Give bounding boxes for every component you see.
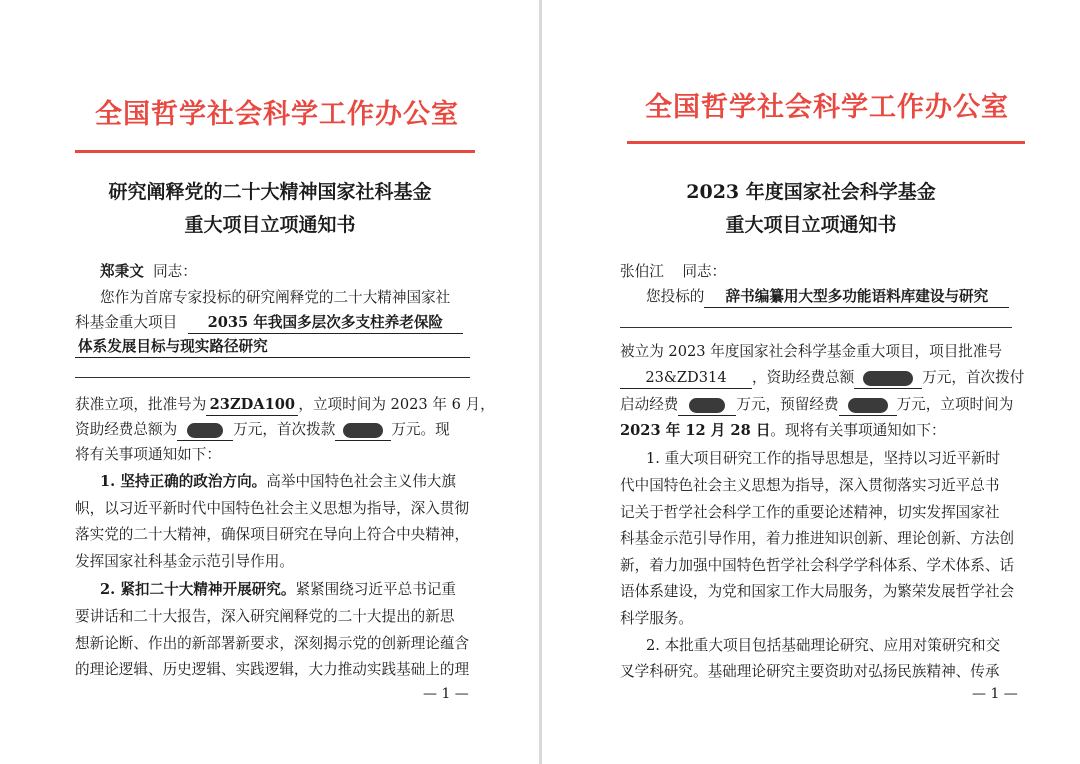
approval-number: 23ZDA100 xyxy=(206,395,298,416)
funding-total-suffix: 万元，首次拨付 xyxy=(922,369,1025,386)
intro-prefix: 您投标的 xyxy=(646,288,705,305)
date-suffix: 。现将有关事项通知如下： xyxy=(770,422,946,439)
item1-line1: 1. 重大项目研究工作的指导思想是，坚持以习近平新时 xyxy=(646,450,1001,467)
intro-prefix: 科基金重大项目 xyxy=(75,314,178,331)
notice-title-line2: 重大项目立项通知书 xyxy=(184,214,356,236)
item1-line6: 语体系建设，为党和国家工作大局服务，为繁荣发展哲学社会 xyxy=(620,583,1015,600)
item2-line2: 要讲话和二十大报告，深入研究阐释党的二十大提出的新思 xyxy=(75,608,455,625)
red-rule xyxy=(75,150,475,153)
intro-line-1: 您作为首席专家投标的研究阐释党的二十大精神国家社 xyxy=(100,289,451,306)
item1-line3: 记关于哲学社会科学工作的重要论述精神，切实发挥国家社 xyxy=(620,504,1000,521)
item1-line4: 科基金示范引导作用，着力推进知识创新、理论创新、方法创 xyxy=(620,530,1015,547)
project-title-part1: 2035 年我国多层次多支柱养老保险 xyxy=(188,313,463,334)
recipient-line xyxy=(100,262,197,282)
recipient-line xyxy=(620,262,726,282)
notice-page-right xyxy=(542,0,1080,764)
funding-suffix: 万元。现 xyxy=(391,421,450,438)
redacted-startup-funding xyxy=(689,398,725,413)
redacted-total-funding xyxy=(863,371,913,386)
item1-line5: 新，着力加强中国特色哲学社会科学学科体系、学术体系、话 xyxy=(620,557,1015,574)
page-number: — 1 — xyxy=(423,686,469,702)
item1-line2: 帜，以习近平新时代中国特色社会主义思想为指导，深入贯彻 xyxy=(75,500,470,517)
blank-underline xyxy=(75,377,470,378)
blank-underline xyxy=(620,327,1012,328)
redacted-reserve-funding xyxy=(848,398,888,413)
funding-total-prefix: ，资助经费总额 xyxy=(752,369,855,386)
funding-mid: 万元，首次拨款 xyxy=(233,421,336,438)
item2-line1: 2. 本批重大项目包括基础理论研究、应用对策研究和交 xyxy=(646,637,1001,654)
startup-prefix: 启动经费 xyxy=(620,396,679,413)
office-header: 全国哲学社会科学工作办公室 xyxy=(95,99,459,130)
project-title-part2: 体系发展目标与现实路径研究 xyxy=(75,337,470,358)
item2-text: 紧紧围绕习近平总书记重 xyxy=(295,581,456,598)
intro-line-3 xyxy=(75,337,470,358)
startup-suffix: 万元，立项时间为 xyxy=(896,396,1014,413)
recipient-suffix: 同志： xyxy=(682,263,727,280)
red-rule xyxy=(627,141,1025,144)
project-title: 辞书编纂用大型多功能语料库建设与研究 xyxy=(704,287,1009,308)
approval-prefix: 获准立项，批准号为 xyxy=(75,396,207,413)
item1-text: 高举中国特色社会主义伟大旗 xyxy=(266,473,456,490)
approval-date: 2023 年 12 月 28 日 xyxy=(620,422,771,439)
intro-line xyxy=(646,287,1009,308)
item2-line3: 想新论断、作出的新部署新要求，深刻揭示党的创新理论蕴含 xyxy=(75,635,470,652)
approval-number-line xyxy=(620,368,1024,389)
notice-title-line1: 2023 年度国家社会科学基金 xyxy=(686,181,936,203)
item2-line1 xyxy=(100,580,456,600)
approval-suffix: ，立项时间为 2023 年 6 月， xyxy=(298,396,495,413)
office-header: 全国哲学社会科学工作办公室 xyxy=(645,92,1009,123)
date-line xyxy=(620,421,946,441)
item2-line2: 叉学科研究。基础理论研究主要资助对弘扬民族精神、传承 xyxy=(620,663,1000,680)
item1-line1 xyxy=(100,472,456,492)
recipient-name: 郑秉文 xyxy=(100,263,144,280)
item1-line2: 代中国特色社会主义思想为指导，深入贯彻落实习近平总书 xyxy=(620,477,1000,494)
page-number: — 1 — xyxy=(972,686,1018,702)
item1-line7: 科学服务。 xyxy=(620,610,693,627)
approved-line: 被立为 2023 年度国家社会科学基金重大项目，项目批准号 xyxy=(620,343,1003,360)
startup-line xyxy=(620,395,1013,416)
item1-heading: 1. 坚持正确的政治方向。 xyxy=(100,473,267,490)
approval-line xyxy=(75,395,495,416)
notice-title-line2: 重大项目立项通知书 xyxy=(725,214,897,236)
item2-line4: 的理论逻辑、历史逻辑、实践逻辑，大力推动实践基础上的理 xyxy=(75,661,470,678)
startup-mid: 万元，预留经费 xyxy=(736,396,839,413)
item1-line4: 发挥国家社科基金示范引导作用。 xyxy=(75,553,294,570)
notice-intro: 将有关事项通知如下： xyxy=(75,446,221,463)
approval-number: 23&ZD314 xyxy=(620,368,752,389)
intro-line-2 xyxy=(75,313,463,334)
funding-prefix: 资助经费总额为 xyxy=(75,421,178,438)
item2-heading: 2. 紧扣二十大精神开展研究。 xyxy=(100,581,296,598)
recipient-suffix: 同志： xyxy=(153,263,197,280)
redacted-total-funding xyxy=(187,423,223,438)
recipient-name: 张伯江 xyxy=(620,263,664,280)
notice-title-line1: 研究阐释党的二十大精神国家社科基金 xyxy=(108,181,432,203)
funding-line xyxy=(75,420,450,441)
redacted-first-payment xyxy=(343,423,383,438)
item1-line3: 落实党的二十大精神，确保项目研究在导向上符合中央精神， xyxy=(75,526,470,543)
